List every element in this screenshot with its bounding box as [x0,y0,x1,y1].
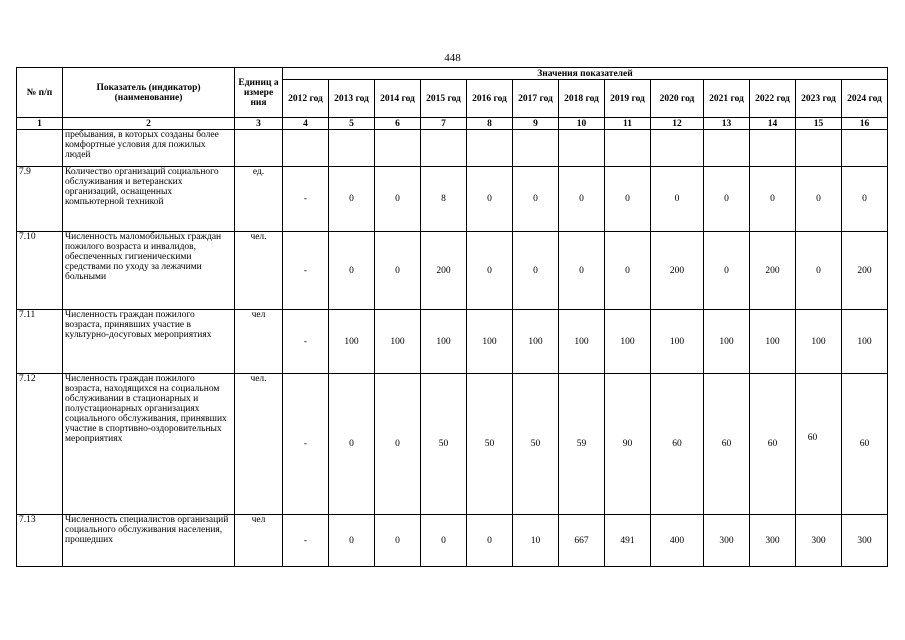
value-cell: 0 [375,374,421,515]
table-row [17,130,888,167]
row-number: 7.13 [17,515,63,567]
row-number [17,130,63,167]
value-cell: 200 [842,232,888,310]
value-cell: 300 [796,515,842,567]
row-number: 7.11 [17,310,63,374]
header-year: 2018 год [559,80,605,118]
column-number: 8 [467,118,513,130]
value-cell: 0 [329,515,375,567]
value-cell: 60 [750,374,796,515]
value-cell: 100 [651,310,704,374]
header-year: 2015 год [421,80,467,118]
value-cell [796,374,842,515]
value-cell: 0 [421,515,467,567]
column-number: 1 [17,118,63,130]
value-cell: 300 [704,515,750,567]
value-cell: 100 [796,310,842,374]
value-cell: 100 [842,310,888,374]
value-cell: 0 [796,232,842,310]
value-cell: 0 [467,167,513,232]
indicators-table [16,67,888,567]
value-cell: 90 [605,374,651,515]
header-year: 2013 год [329,80,375,118]
header-year: 2016 год [467,80,513,118]
indicator-name: Численность специалистов организаций социального обслуживания населения, прошедших [63,515,235,567]
table-row [17,167,888,232]
column-number: 5 [329,118,375,130]
indicator-name: пребывания, в которых созданы более комфортные условия для пожилых людей [63,130,235,167]
header-year: 2024 год [842,80,888,118]
value-cell: - [283,374,329,515]
value-cell: 0 [605,232,651,310]
value-cell [513,130,559,167]
value-cell: 100 [513,310,559,374]
unit-cell: чел [235,515,283,567]
value-cell: 0 [750,167,796,232]
value-cell: 0 [467,232,513,310]
value-cell: - [283,232,329,310]
indicator-name: Количество организаций социального обслуживания и ветеранских организаций, оснащенных компьютерной техникой [63,167,235,232]
header-year: 2021 год [704,80,750,118]
table-row [17,310,888,374]
header-year: 2017 год [513,80,559,118]
value-cell: 0 [796,167,842,232]
value-cell [605,130,651,167]
column-number: 3 [235,118,283,130]
value-cell: 60 [704,374,750,515]
header-year: 2022 год [750,80,796,118]
value-cell: 100 [750,310,796,374]
table-row [17,515,888,567]
column-number: 10 [559,118,605,130]
value-cell [329,130,375,167]
value-cell [750,130,796,167]
value-cell: 50 [421,374,467,515]
value-cell: 0 [704,232,750,310]
value-cell: 300 [842,515,888,567]
value-cell: 100 [605,310,651,374]
column-number: 2 [63,118,235,130]
header-year: 2014 год [375,80,421,118]
row-number: 7.12 [17,374,63,515]
value-cell: 0 [329,374,375,515]
table-row [17,374,888,515]
value-cell: 60 [842,374,888,515]
value-cell: 100 [375,310,421,374]
value-cell [467,130,513,167]
value-cell: 0 [559,232,605,310]
header-num: № п/п [17,68,63,118]
value-cell: 200 [421,232,467,310]
header-year: 2020 год [651,80,704,118]
column-number: 14 [750,118,796,130]
value-cell [421,130,467,167]
header-year: 2023 год [796,80,842,118]
value-cell: 10 [513,515,559,567]
value-cell: 0 [375,167,421,232]
value-cell: 491 [605,515,651,567]
value-cell: 0 [605,167,651,232]
value-cell: 0 [704,167,750,232]
table-row [17,232,888,310]
value-cell: 59 [559,374,605,515]
unit-cell: чел. [235,232,283,310]
value-cell: 0 [513,232,559,310]
indicator-name: Численность граждан пожилого возраста, принявших участие в культурно-досуговых мероприятиях [63,310,235,374]
column-number: 16 [842,118,888,130]
value-cell: 100 [467,310,513,374]
value-cell: 667 [559,515,605,567]
header-unit: Единиц а измере ния [235,68,283,118]
header-values-group: Значения показателей [283,68,888,80]
value-text: 60 [807,433,818,443]
value-cell [559,130,605,167]
value-cell: 0 [513,167,559,232]
unit-cell: чел. [235,374,283,515]
value-cell: 300 [750,515,796,567]
value-cell: 200 [750,232,796,310]
value-cell: 0 [375,232,421,310]
value-cell: 50 [513,374,559,515]
value-cell: - [283,167,329,232]
value-cell: 0 [559,167,605,232]
header-year: 2019 год [605,80,651,118]
value-cell: 0 [651,167,704,232]
column-number: 15 [796,118,842,130]
column-number: 13 [704,118,750,130]
unit-cell: ед. [235,167,283,232]
value-cell: - [283,515,329,567]
value-cell: 200 [651,232,704,310]
value-cell: 0 [467,515,513,567]
column-number: 12 [651,118,704,130]
value-cell [842,130,888,167]
header-year: 2012 год [283,80,329,118]
value-cell: 100 [559,310,605,374]
value-cell: 50 [467,374,513,515]
value-cell: 0 [375,515,421,567]
row-number: 7.9 [17,167,63,232]
column-number: 11 [605,118,651,130]
row-number: 7.10 [17,232,63,310]
column-number: 4 [283,118,329,130]
unit-cell [235,130,283,167]
unit-cell: чел [235,310,283,374]
value-cell [375,130,421,167]
value-cell: 60 [651,374,704,515]
value-cell: 8 [421,167,467,232]
value-cell [796,130,842,167]
column-number: 7 [421,118,467,130]
value-cell [651,130,704,167]
indicator-name: Численность маломобильных граждан пожилого возраста и инвалидов, обеспеченных гигиеническими средствами по уходу за лежачими больными [63,232,235,310]
value-cell: 400 [651,515,704,567]
value-cell: - [283,310,329,374]
column-number: 9 [513,118,559,130]
value-cell [704,130,750,167]
header-indicator: Показатель (индикатор) (наименование) [63,68,235,118]
value-cell: 100 [421,310,467,374]
value-cell: 0 [329,232,375,310]
value-cell [283,130,329,167]
value-cell: 0 [842,167,888,232]
column-number: 6 [375,118,421,130]
value-cell: 0 [329,167,375,232]
indicator-name: Численность граждан пожилого возраста, находящихся на социальном обслуживании в стационарных и полустационарных организациях социального обслуживания, принявших участие в спортивно-оздоровительных мероприятиях [63,374,235,515]
value-cell: 100 [704,310,750,374]
value-cell: 100 [329,310,375,374]
page-number: 448 [444,52,461,64]
